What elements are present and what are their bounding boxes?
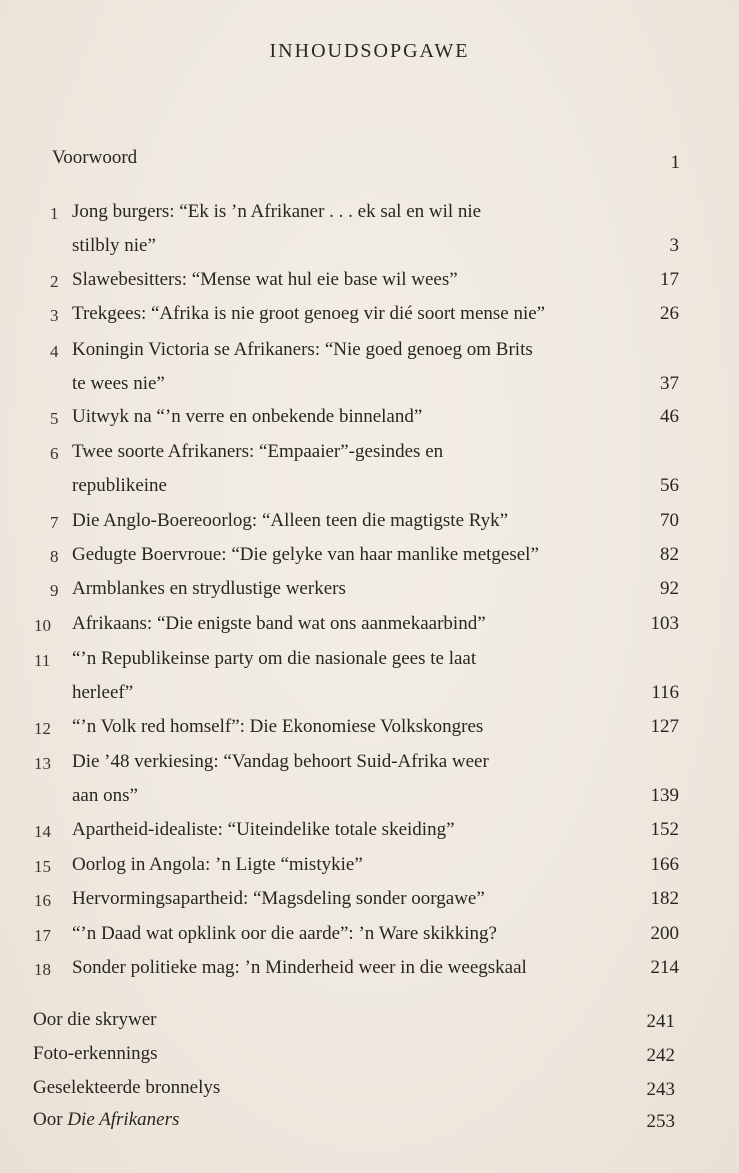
chapter-number: 13 [34,754,51,773]
chapter-title: Afrikaans: “Die enigste band wat ons aanmekaarbind” [72,613,486,634]
chapter-title: Die ’48 verkiesing: “Vandag behoort Suid-Afrika weer [72,751,489,772]
chapter-number: 4 [50,342,59,361]
page-title: INHOUDSOPGAWE [269,40,470,62]
chapter-number: 15 [34,857,51,876]
chapter-page-number: 200 [650,923,679,944]
chapter-page-number: 166 [650,854,679,875]
back-matter-label: Oor die skrywer [33,1009,157,1030]
chapter-title: Armblankes en strydlustige werkers [72,578,346,599]
chapter-title: Hervormingsapartheid: “Magsdeling sonder oorgawe” [72,888,485,909]
chapter-number: 12 [34,719,51,738]
chapter-page-number: 17 [660,269,679,290]
chapter-number: 10 [34,616,51,635]
chapter-page-number: 82 [660,544,679,565]
chapter-title: Jong burgers: “Ek is ’n Afrikaner . . . ek sal en wil nie [72,201,482,222]
chapter-page-number: 46 [660,406,679,427]
chapter-title-continued: stilbly nie” [72,235,156,256]
chapter-title: Trekgees: “Afrika is nie groot genoeg vir dié soort mense nie” [72,303,546,324]
back-matter-label: Oor [33,1109,68,1130]
chapter-title: “’n Daad wat opklink oor die aarde”: ’n Ware skikking? [72,923,497,944]
chapter-title: Apartheid-idealiste: “Uiteindelike totale skeiding” [72,819,455,840]
chapter-title-continued: herleef” [72,682,134,703]
back-matter-page-number: 242 [646,1045,675,1066]
chapter-number: 8 [50,547,59,566]
chapter-title-continued: republikeine [72,475,167,496]
chapter-number: 3 [50,306,59,325]
chapter-page-number: 139 [650,785,679,806]
chapter-number: 5 [50,409,59,428]
back-matter-label: Foto-erkennings [33,1043,158,1064]
chapter-title: Gedugte Boervroue: “Die gelyke van haar manlike metgesel” [72,544,539,565]
chapter-title: Twee soorte Afrikaners: “Empaaier”-gesindes en [72,441,444,462]
back-matter-title [33,1108,179,1132]
preface-label: Voorwoord [52,147,138,168]
chapter-number: 2 [50,272,59,291]
chapter-page-number: 26 [660,303,679,324]
chapter-title-continued: aan ons” [72,785,138,806]
chapter-page-number: 70 [660,510,679,531]
chapter-page-number: 127 [650,716,679,737]
chapter-title: “’n Republikeinse party om die nasionale gees te laat [72,648,477,669]
chapter-number: 17 [34,926,51,945]
chapter-title: Uitwyk na “’n verre en onbekende binneland” [72,406,423,427]
chapter-title: Oorlog in Angola: ’n Ligte “mistykie” [72,854,363,875]
chapter-page-number: 56 [660,475,679,496]
chapter-page-number: 182 [650,888,679,909]
chapter-page-number: 103 [650,613,679,634]
back-matter-page-number: 243 [646,1079,675,1100]
chapter-page-number: 116 [651,682,679,703]
chapter-title: Sonder politieke mag: ’n Minderheid weer in die weegskaal [72,957,527,978]
chapter-title: Slawebesitters: “Mense wat hul eie base wil wees” [72,269,458,290]
chapter-number: 1 [50,204,59,223]
back-matter-title [33,1042,158,1066]
chapter-number: 18 [34,960,51,979]
back-matter-title [33,1076,220,1100]
chapter-title-continued: te wees nie” [72,373,165,394]
back-matter-page-number: 253 [646,1111,675,1132]
chapter-title: “’n Volk red homself”: Die Ekonomiese Volkskongres [72,716,484,737]
chapter-page-number: 152 [650,819,679,840]
chapter-number: 11 [34,651,51,670]
chapter-title: Koningin Victoria se Afrikaners: “Nie goed genoeg om Brits [72,339,533,360]
chapter-number: 7 [50,513,59,532]
chapter-number: 9 [50,581,59,600]
book-title-italic: Die Afrikaners [67,1109,180,1130]
chapter-number: 16 [34,891,51,910]
chapter-page-number: 214 [650,957,679,978]
chapter-number: 6 [50,444,59,463]
chapter-title: Die Anglo-Boereoorlog: “Alleen teen die magtigste Ryk” [72,510,509,531]
chapter-page-number: 37 [660,373,679,394]
preface-page: 1 [670,152,680,173]
chapter-number: 14 [34,822,51,841]
chapter-page-number: 92 [660,578,679,599]
back-matter-page-number: 241 [646,1011,675,1032]
chapter-page-number: 3 [669,235,679,256]
back-matter-label: Geselekteerde bronnelys [33,1077,221,1098]
back-matter-title [33,1008,156,1032]
